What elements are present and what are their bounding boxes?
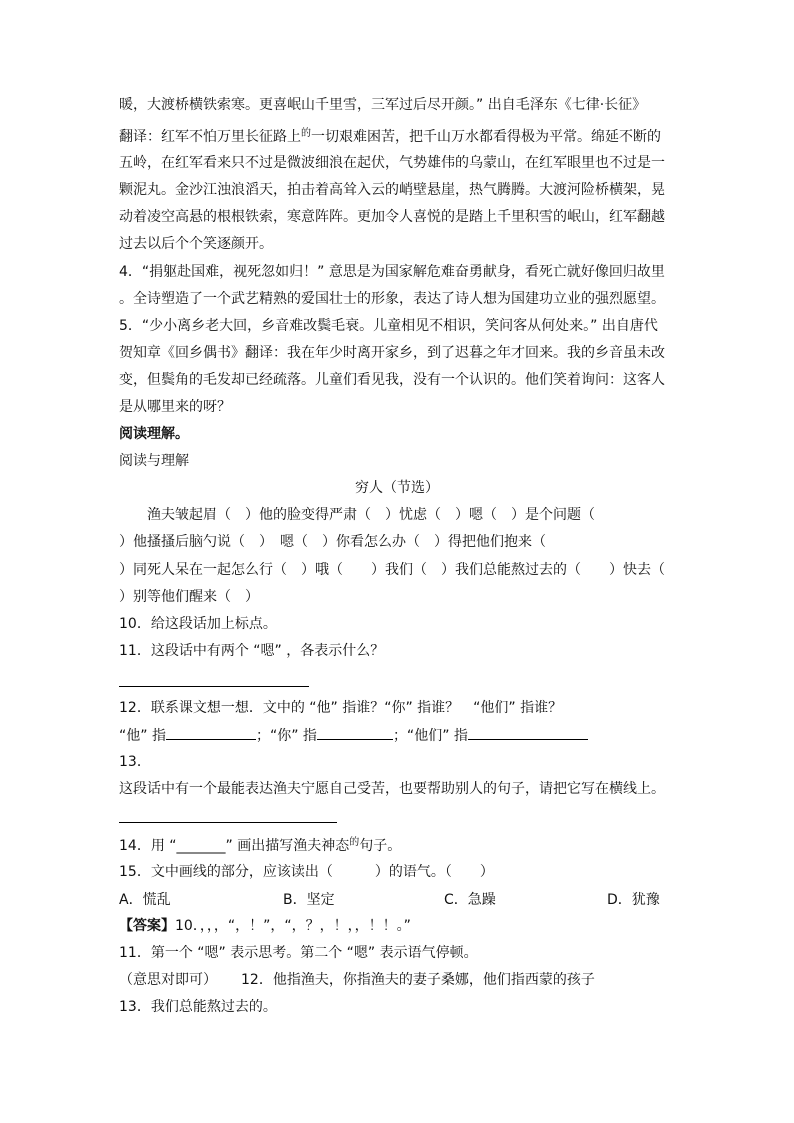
section-heading: 阅读理解。 — [119, 426, 189, 442]
text-line: 过去以后个个笑逐颜开。 — [119, 236, 273, 252]
option-a[interactable]: A．慌乱 — [119, 892, 171, 908]
answer-line[interactable] — [119, 822, 337, 823]
question-13-text: 这段话中有一个最能表达渔夫宁愿自己受苦，也要帮助别人的句子，请把它写在横线上。 — [119, 781, 665, 797]
answer-12 — [119, 970, 595, 990]
answer-label: 【答案】 — [119, 918, 175, 934]
text-span: 的 — [349, 837, 360, 848]
text-line: 暖，大渡桥横铁索寒。更喜岷山千里雪，三军过后尽开颜。” 出自毛泽东《七律·长征》 — [119, 97, 647, 113]
question-11: 11．这段话中有两个 “嗯” ，各表示什么？ — [119, 643, 385, 659]
text-line: 五岭，在红军看来只不过是微波细浪在起伏，气势雄伟的乌蒙山，在红军眼里也不过是一 — [119, 155, 665, 171]
text-line — [119, 127, 661, 149]
text-line: 4．“捐躯赴国难，视死忽如归！” 意思是为国家解危难奋勇献身，看死亡就好像回归故里 — [119, 264, 665, 280]
passage-line: ）同死人呆在一起怎么行（ ）哦（ ）我们（ ）我们总能熬过去的（ ）快去（ — [119, 562, 665, 578]
text-line: 是从哪里来的呀？ — [119, 399, 231, 415]
option-c[interactable]: C．急躁 — [444, 892, 496, 908]
text-line: 颗泥丸。金沙江浊浪滔天，拍击着高耸入云的峭壁悬崖，热气腾腾。大渡河险桥横架，晃 — [119, 182, 665, 198]
option-d[interactable]: D．犹豫 — [607, 892, 660, 908]
passage-line: 渔夫皱起眉（ ）他的脸变得严肃（ ）忧虑（ ）嗯（ ）是个问题（ — [147, 507, 595, 523]
answer-11: 11．第一个 “嗯” 表示思考。第二个 “嗯” 表示语气停顿。 — [119, 945, 478, 961]
text-span: 12．他指渔夫，你指渔夫的妻子桑娜，他们指西蒙的孩子 — [241, 972, 595, 988]
text-span: ；“你” 指 — [255, 728, 317, 744]
text-span: 句子。 — [359, 838, 402, 854]
question-10: 10．给这段话加上标点。 — [119, 616, 277, 632]
question-13: 13． — [119, 754, 151, 770]
text-span: 的 — [301, 128, 311, 139]
question-12-blanks — [119, 725, 588, 746]
text-line: 变，但鬓角的毛发却已经疏落。儿童们看见我，没有一个认识的。他们笑着询问：这客人 — [119, 372, 665, 388]
answer-line[interactable] — [119, 686, 309, 687]
text-line: 5．“少小离乡老大回，乡音难改鬓毛衰。儿童相见不相识，笑问客从何处来。” 出自唐代 — [119, 318, 658, 334]
option-b[interactable]: B．坚定 — [283, 892, 335, 908]
text-span: 一切艰难困苦，把千山万水都看得极为平常。绵延不断的 — [311, 129, 661, 145]
text-span: 翻译：红军不怕万里长征路上 — [119, 129, 301, 145]
text-span: 10．，，，“，！”，“，？，！，，！！。” — [175, 918, 411, 934]
text-line: 动着凌空高悬的根根铁索，寒意阵阵。更加令人喜悦的是踏上千里积雪的岷山，红军翻越 — [119, 209, 665, 225]
text-span: ” 画出描写渔夫神态 — [225, 838, 350, 854]
text-span: 14．用 “ — [119, 838, 177, 854]
answer-13: 13．我们总能熬过去的。 — [119, 999, 277, 1015]
text-span: （意思对即可） — [119, 972, 217, 988]
answer-blank[interactable] — [166, 725, 256, 740]
text-line: 贺知章《回乡偶书》翻译：我在年少时离开家乡，到了迟暮之年才回来。我的乡音虽未改 — [119, 345, 665, 361]
passage-line: ）别等他们醒来（ ） — [119, 589, 259, 605]
question-15: 15．文中画线的部分，应该读出（ ）的语气。（ ） — [119, 864, 494, 880]
question-12: 12．联系课文想一想．文中的 “他” 指谁？“你” 指谁？ “他们” 指谁？ — [119, 700, 563, 716]
answer-blank[interactable] — [468, 725, 588, 740]
answer-10 — [119, 916, 411, 936]
question-14 — [119, 836, 401, 858]
text-span: “他” 指 — [119, 728, 166, 744]
text-line: 。全诗塑造了一个武艺精熟的爱国壮士的形象，表达了诗人想为国建功立业的强烈愿望。 — [119, 291, 665, 307]
answer-blank[interactable] — [317, 725, 393, 740]
text-span: _______ — [176, 838, 226, 854]
text-span: ；“他们” 指 — [392, 728, 468, 744]
passage-title: 穷人（节选） — [355, 480, 439, 496]
passage-line: ）他搔搔后脑勺说（ ） 嗯（ ）你看怎么办（ ）得把他们抱来（ — [119, 534, 546, 550]
section-subheading: 阅读与理解 — [119, 453, 189, 469]
